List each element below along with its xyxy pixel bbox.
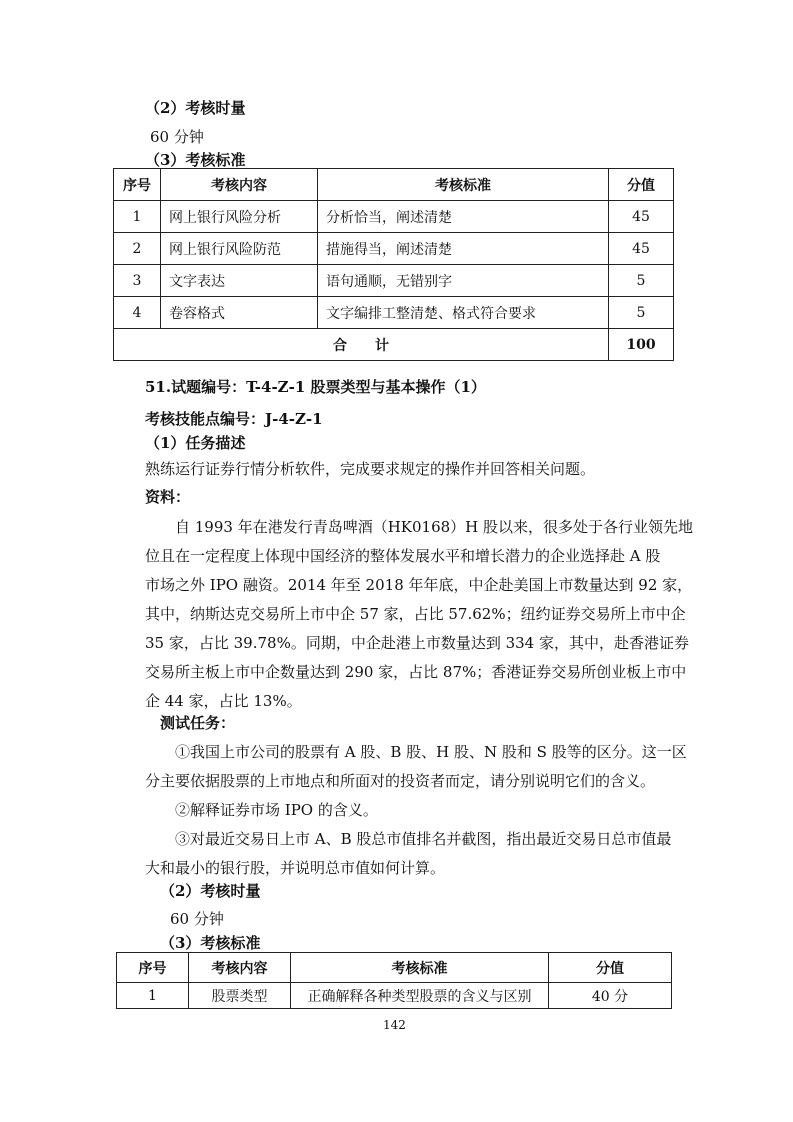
assessment-table [113,168,674,361]
standard-heading-2: （3）考核标准 [160,934,261,952]
table-row [114,201,674,233]
time-heading: （2）考核时量 [145,99,246,117]
table-row [117,983,672,1009]
material-line: 35 家，占比 39.78%。同期，中企赴港上市数量达到 334 家，其中，赴香港证券 [145,634,689,652]
header-cell: 分值 [609,169,674,201]
time-value: 60 分钟 [150,128,204,146]
table-header-row [117,953,672,983]
row-number: 3 [114,265,161,297]
table-row [114,233,674,265]
row-number: 1 [114,201,161,233]
task-line: 分主要依据股票的上市地点和所面对的投资者而定，请分别说明它们的含义。 [145,772,656,790]
row-standard: 语句通顺，无错别字 [318,265,609,297]
material-line: 交易所主板上市中企数量达到 290 家，占比 87%；香港证券交易所创业板上市中 [145,663,687,681]
row-content: 卷容格式 [161,297,318,329]
assessment-table-2 [116,952,672,1009]
row-content: 文字表达 [161,265,318,297]
material-heading: 资料： [145,488,191,506]
table-row [114,265,674,297]
task-line: ②解释证券市场 IPO 的含义。 [175,801,378,819]
header-cell: 序号 [114,169,161,201]
material-line: 自 1993 年在港发行青岛啤酒（HK0168）H 股以来，很多处于各行业领先地 [175,518,694,536]
skill-code: 考核技能点编号：J-4-Z-1 [145,410,323,428]
row-score: 40 分 [549,983,672,1009]
task-line: ③对最近交易日上市 A、B 股总市值排名并截图，指出最近交易日总市值最 [175,830,672,848]
row-content: 网上银行风险分析 [161,201,318,233]
table-total-row [114,329,674,361]
header-cell: 考核内容 [189,953,291,983]
row-score: 45 [609,201,674,233]
task-line: 大和最小的银行股，并说明总市值如何计算。 [145,859,446,877]
row-standard: 措施得当，阐述清楚 [318,233,609,265]
page-number: 142 [383,1018,406,1032]
time-value-2: 60 分钟 [170,910,224,928]
table-row [114,297,674,329]
task-line: ①我国上市公司的股票有 A 股、B 股、H 股、N 股和 S 股等的区分。这一区 [175,743,687,761]
row-score: 45 [609,233,674,265]
standard-heading: （3）考核标准 [145,151,246,169]
total-label: 合 计 [114,329,609,361]
row-number: 2 [114,233,161,265]
row-content: 股票类型 [189,983,291,1009]
question-title: 51.试题编号：T-4-Z-1 股票类型与基本操作（1） [145,378,486,396]
test-heading: 测试任务： [160,714,236,732]
time-heading-2: （2）考核时量 [160,882,261,900]
header-cell: 分值 [549,953,672,983]
header-cell: 考核标准 [318,169,609,201]
header-cell: 考核内容 [161,169,318,201]
total-value: 100 [609,329,674,361]
task-heading: （1）任务描述 [145,434,246,452]
material-line: 市场之外 IPO 融资。2014 年至 2018 年年底，中企赴美国上市数量达到 92 家， [145,576,693,594]
row-standard: 分析恰当，阐述清楚 [318,201,609,233]
row-standard: 文字编排工整清楚、格式符合要求 [318,297,609,329]
row-score: 5 [609,265,674,297]
material-line: 其中，纳斯达克交易所上市中企 57 家，占比 57.62%；纽约证券交易所上市中企 [145,605,686,623]
task-description: 熟练运行证券行情分析软件，完成要求规定的操作并回答相关问题。 [145,460,596,478]
material-line: 企 44 家，占比 13%。 [145,692,302,710]
row-standard: 正确解释各种类型股票的含义与区别 [291,983,549,1009]
row-number: 1 [117,983,189,1009]
header-cell: 考核标准 [291,953,549,983]
material-paragraph [145,513,694,716]
row-score: 5 [609,297,674,329]
table-header-row [114,169,674,201]
test-tasks [145,738,687,883]
row-number: 4 [114,297,161,329]
header-cell: 序号 [117,953,189,983]
material-line: 位且在一定程度上体现中国经济的整体发展水平和增长潜力的企业选择赴 A 股 [145,547,661,565]
row-content: 网上银行风险防范 [161,233,318,265]
